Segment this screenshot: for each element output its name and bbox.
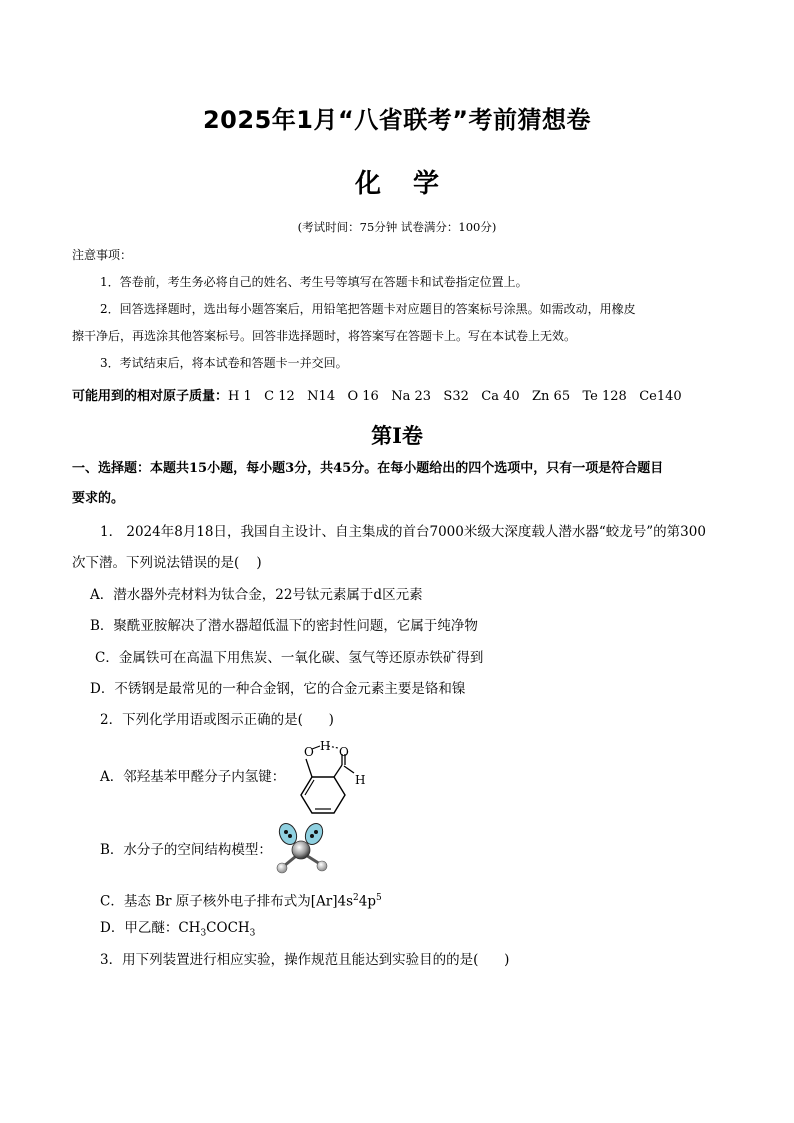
- q2-option-c: [100, 888, 382, 912]
- atom-h-hydroxyl: H: [320, 739, 331, 753]
- section-instruction-line-2: 要求的。: [72, 491, 125, 506]
- atomic-mass-values: H 1 C 12 N14 O 16 Na 23 S32 Ca 40 Zn 65 Te 128 Ce140: [228, 389, 682, 404]
- subject-char-2: 学: [413, 169, 440, 199]
- atomic-mass-label: 可能用到的相对原子质量：: [72, 389, 229, 404]
- exam-title: 2025年1月“八省联考”考前猜想卷: [202, 106, 592, 134]
- subject-title: [0, 163, 794, 200]
- atom-o-hydroxyl: O: [304, 745, 314, 759]
- atom-o-aldehyde: O: [339, 745, 349, 759]
- q2-option-c-sup-1: 2: [353, 893, 359, 903]
- section-instruction-line-1: 一、选择题：本题共15小题，每小题3分，共45分。在每小题给出的四个选项中，只有一项是符合题目: [72, 461, 664, 476]
- q2-option-c-sup-2: 5: [376, 893, 382, 903]
- q1-stem-line-1: 1． 2024年8月18日，我国自主设计、自主集成的首台7000米级大深度载人潜水器“蛟龙号”的第300: [100, 524, 706, 540]
- q2-option-d-sub-1: 3: [200, 928, 207, 939]
- q1-option-d: D．不锈钢是最常见的一种合金钢，它的合金元素主要是铬和镍: [90, 681, 466, 697]
- atom-h-aldehyde: H: [355, 773, 366, 787]
- q2-option-d-prefix: D．甲乙醚：CH: [100, 920, 201, 936]
- notice-item-2-line-1: 2．回答选择题时，选出每小题答案后，用铅笔把答题卡对应题目的答案标号涂黑。如需改动，用橡皮: [100, 302, 636, 316]
- q1-option-a: A．潜水器外壳材料为钛合金，22号钛元素属于d区元素: [90, 587, 423, 603]
- subject-char-1: 化: [354, 169, 381, 199]
- notice-item-2-line-2: 擦干净后，再选涂其他答案标号。回答非选择题时，将答案写在答题卡上。写在本试卷上无效。: [72, 329, 577, 343]
- q2-option-c-prefix: C．基态 Br 原子核外电子排布式为[Ar]4s: [100, 893, 354, 910]
- atomic-mass-line: [72, 388, 682, 406]
- q2-option-c-mid: 4p: [358, 893, 377, 910]
- q3-stem: 3．用下列装置进行相应实验，操作规范且能达到实验目的的是( ): [100, 952, 510, 968]
- q2-option-a: A．邻羟基苯甲醛分子内氢键：: [100, 769, 286, 785]
- notice-item-1: 1．答卷前，考生务必将自己的姓名、考生号等填写在答题卡和试卷指定位置上。: [100, 275, 528, 289]
- q2-stem: 2．下列化学用语或图示正确的是( ): [100, 712, 334, 728]
- notice-item-3: 3．考试结束后，将本试卷和答题卡一并交回。: [100, 356, 348, 370]
- water-molecule-model: [270, 822, 336, 874]
- exam-info: (考试时间：75分钟 试卷满分：100分): [297, 220, 497, 234]
- q1-option-c: C．金属铁可在高温下用焦炭、一氧化碳、氢气等还原赤铁矿得到: [95, 650, 484, 666]
- q1-option-b: B．聚酰亚胺解决了潜水器超低温下的密封性问题，它属于纯净物: [90, 618, 478, 634]
- q1-stem-line-2: 次下潜。下列说法错误的是( ): [72, 555, 262, 571]
- notice-heading: 注意事项：: [72, 248, 133, 262]
- section-title: 第I卷: [371, 423, 423, 448]
- q2-option-d-sub-2: 3: [249, 928, 256, 939]
- q2-option-d: [100, 918, 255, 944]
- q2-option-b: B．水分子的空间结构模型：: [100, 842, 272, 858]
- q2-option-d-mid: COCH: [206, 920, 250, 936]
